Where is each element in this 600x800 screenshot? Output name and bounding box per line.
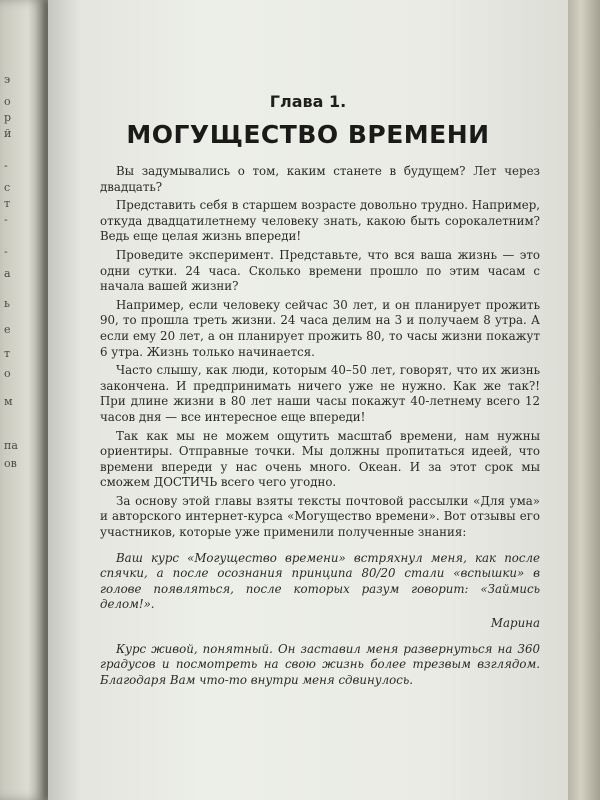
left-page-fragment: т: [4, 197, 11, 210]
left-page-edge: [0, 0, 46, 800]
paragraph: Часто слышу, как люди, которым 40–50 лет, говорят, что их жизнь закончена. И предпринимать ничего уже не нужно. Как же так?! При длине жизни в 80 лет наши часы покажут 40-летнему всего 12 часов дня — все интересное еще впереди!: [100, 363, 540, 424]
left-page-fragment: т: [4, 347, 11, 360]
left-page-fragment: -: [4, 245, 8, 258]
paragraph: Вы задумывались о том, каким станете в будущем? Лет через двадцать?: [100, 164, 540, 194]
chapter-label: Глава 1.: [269, 92, 347, 111]
left-page-fragment: м: [4, 395, 13, 408]
left-page-fragment: е: [4, 323, 11, 336]
chapter-title: МОГУЩЕСТВО ВРЕМЕНИ: [126, 120, 490, 149]
left-page-fragment: р: [4, 111, 12, 124]
page-body: [100, 164, 540, 691]
paragraph: За основу этой главы взяты тексты почтовой рассылки «Для ума» и авторского интернет-курса «Могущество времени». Вот отзывы его участников, которые уже применили полученные знания:: [100, 493, 540, 540]
left-page-fragment: о: [4, 367, 11, 380]
left-page-fragment: -: [4, 159, 8, 172]
paragraph: Представить себя в старшем возрасте довольно трудно. Например, откуда двадцатилетнему человеку знать, какою быть сорокалетним? Ведь еще целая жизнь впереди!: [100, 198, 540, 244]
left-page-fragment: ов: [4, 457, 17, 470]
book-page: [48, 0, 568, 800]
testimonial-author: Марина: [490, 616, 540, 631]
left-page-fragment: а: [4, 267, 11, 280]
left-page-fragment: па: [4, 439, 18, 452]
left-page-fragment: с: [4, 181, 11, 194]
left-page-fragment: й: [4, 127, 12, 140]
testimonial-quote: Курс живой, понятный. Он заставил меня развернуться на 360 градусов и посмотреть на свою жизнь более трезвым взглядом. Благодаря Вам что-то внутри меня сдвинулось.: [100, 641, 540, 687]
paragraph: Проведите эксперимент. Представьте, что вся ваша жизнь — это одни сутки. 24 часа. Сколько времени прошло по этим часам с начала вашей жизни?: [100, 247, 540, 294]
paragraph: Например, если человеку сейчас 30 лет, и он планирует прожить 90, то прошла треть жизни. 24 часа делим на 3 и получаем 8 утра. А если ему 20 лет, а он планирует прожить 80, то часы жизни покажут 6 утра. Жизнь только начинается.: [100, 297, 540, 359]
page-stack-edge: [568, 0, 600, 800]
testimonial-quote: Ваш курс «Могущество времени» встряхнул меня, как после спячки, а после осознания принципа 80/20 стали «вспышки» в голове появляться, после которых разум говорит: «Займись делом!».: [100, 550, 540, 612]
left-page-fragment: -: [4, 213, 8, 226]
left-page-fragment: э: [4, 73, 11, 86]
paragraph: Так как мы не можем ощутить масштаб времени, нам нужны ориентиры. Отправные точки. Мы должны пропитаться идеей, что времени впереди у нас очень много. Океан. И за этот срок мы сможем ДОСТИЧЬ всего чего угодно.: [100, 428, 540, 490]
left-page-fragment: о: [4, 95, 11, 108]
left-page-fragment: ь: [4, 297, 10, 310]
